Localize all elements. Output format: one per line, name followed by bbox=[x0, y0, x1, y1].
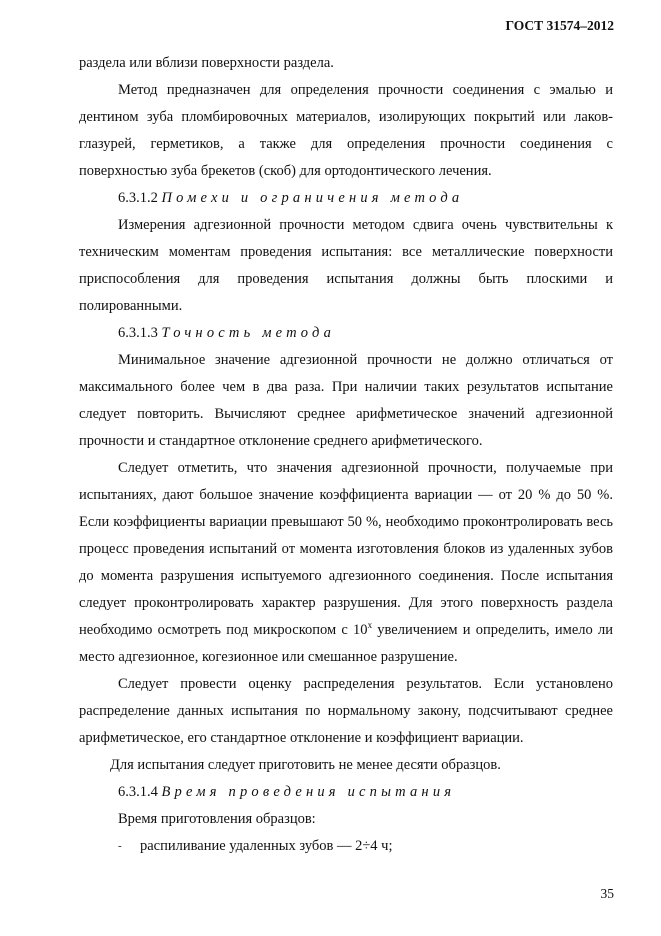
paragraph: Измерения адгезионной прочности методом сдвига очень чувствительны к техническим моментам проведения испытания: все металлические поверхности приспособления для проведения испытания должны быть плоскими и полированными. bbox=[79, 217, 613, 314]
paragraph-text: Следует отметить, что значения адгезионной прочности, получаемые при испытаниях, дают большое значение коэффициента вариации — от 20 % до 50 %. Если коэффициенты вариации превышают 50 %, необходимо проконтролировать весь процесс проведения испытаний от момента изготовления блоков из удаленных зубов до момента разрушения испытуемого адгезионного соединения. После испытания следует проконтролировать характер разрушения. Для этого поверхность раздела необходимо осмотреть под микроскопом с 10 bbox=[79, 460, 613, 638]
section-title: Помехи и ограничения метода bbox=[161, 190, 464, 206]
list-item-text: распиливание удаленных зубов — 2÷4 ч; bbox=[140, 838, 393, 854]
paragraph: Метод предназначен для определения прочности соединения с эмалью и дентином зуба пломбировочных материалов, изолирующих покрытий или лаков-глазурей, герметиков, а также для определения прочности соединения с поверхностью зуба брекетов (скоб) для ортодонтического лечения. bbox=[79, 82, 613, 179]
page-number: 35 bbox=[600, 886, 614, 901]
section-number: 6.3.1.3 bbox=[118, 325, 158, 341]
list-marker: - bbox=[118, 840, 122, 852]
section-heading bbox=[79, 185, 613, 212]
superscript: x bbox=[367, 620, 373, 631]
section-number: 6.3.1.2 bbox=[118, 190, 158, 206]
paragraph: Время приготовления образцов: bbox=[118, 811, 316, 827]
section-title: Время проведения испытания bbox=[161, 784, 456, 800]
paragraph: Минимальное значение адгезионной прочности не должно отличаться от максимального более чем в два раза. При наличии таких результатов испытание следует повторить. Вычисляют среднее арифметическое значений адгезионной прочности и стандартное отклонение среднего арифметического. bbox=[79, 352, 613, 449]
document-header: ГОСТ 31574–2012 bbox=[505, 18, 614, 33]
list-item bbox=[79, 833, 613, 860]
document-body bbox=[79, 50, 613, 860]
paragraph: Следует провести оценку распределения результатов. Если установлено распределение данных испытания по нормальному закону, подсчитывают среднее арифметическое, его стандартное отклонение и коэффициент вариации. bbox=[79, 676, 613, 746]
paragraph: Для испытания следует приготовить не менее десяти образцов. bbox=[110, 757, 501, 773]
section-heading bbox=[79, 779, 613, 806]
paragraph-text: увеличением и определить, имело ли место адгезионное, когезионное или смешанное разрушение. bbox=[79, 622, 613, 665]
paragraph: раздела или вблизи поверхности раздела. bbox=[79, 55, 334, 71]
paragraph bbox=[79, 455, 613, 671]
section-number: 6.3.1.4 bbox=[118, 784, 158, 800]
section-title: Точность метода bbox=[161, 325, 336, 341]
section-heading bbox=[79, 320, 613, 347]
